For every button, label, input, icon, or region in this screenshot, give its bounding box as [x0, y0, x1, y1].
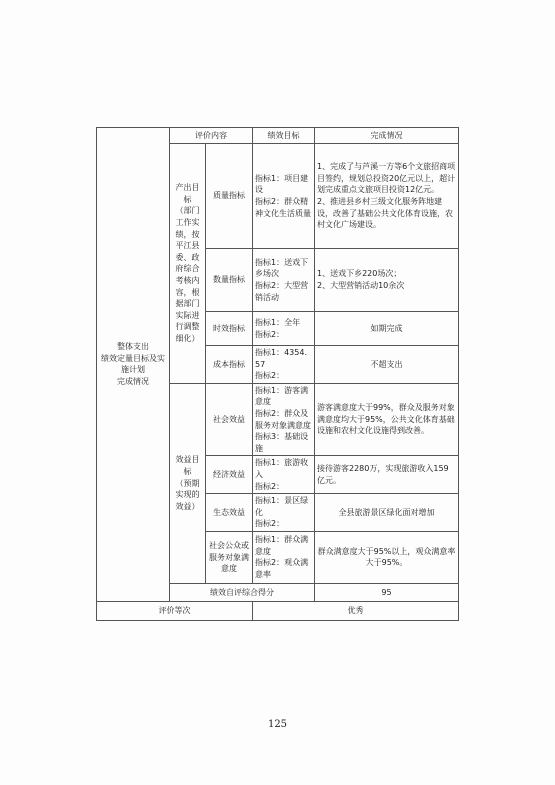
target-cell: 指标1：4354.57 指标2： — [253, 346, 315, 384]
indicator-cell: 社会效益 — [206, 383, 253, 456]
completion-cell: 全县旅游景区绿化面对增加 — [315, 494, 459, 532]
header-eval-content: 评价内容 — [170, 128, 253, 144]
indicator-cell: 质量指标 — [206, 144, 253, 249]
target-cell: 指标1：全年 指标2： — [253, 312, 315, 346]
table-header-row — [97, 128, 459, 144]
effect-group-label: 效益目标 （预期实现的效益） — [175, 455, 200, 511]
indicator-cell: 数量指标 — [206, 249, 253, 312]
output-group-label: 产出目标 （部门工作实绩，按平江县委、政府综合考核内容，根据部门实际进行调整细化） — [175, 183, 200, 343]
header-completion: 完成情况 — [315, 128, 459, 144]
overall-label-cell — [97, 128, 170, 602]
score-value: 95 — [315, 583, 459, 601]
indicator-cell: 生态效益 — [206, 494, 253, 532]
completion-cell: 接待游客2280万，实现旅游收入159亿元。 — [315, 456, 459, 494]
score-label: 绩效自评综合得分 — [170, 583, 315, 601]
grade-row — [97, 601, 459, 620]
indicator-cell: 经济效益 — [206, 456, 253, 494]
indicator-cell: 社会公众或服务对象满意度 — [206, 531, 253, 583]
completion-cell: 游客满意度大于99%，群众及服务对象满意度均大于95%，公共文化体育基础设施和农村文化设施得到改善。 — [315, 383, 459, 456]
target-cell: 指标1：群众满意度 指标2：观众满意率 — [253, 531, 315, 583]
target-cell: 指标1：送戏下乡场次 指标2：大型营销活动 — [253, 249, 315, 312]
completion-cell: 群众满意度大于95%以上，观众满意率大于95%。 — [315, 531, 459, 583]
output-group-cell — [170, 144, 206, 384]
completion-cell: 1、完成了与芦溪一方等6个文旅招商项目签约，规划总投资20亿元以上，超计划完成重点文旅项目投资12亿元。 2、推进县乡村三级文化服务阵地建设，改善了基础公共文化体育设施，农村文化广场建设。 — [315, 144, 459, 249]
header-target: 绩效目标 — [253, 128, 315, 144]
completion-cell: 不超支出 — [315, 346, 459, 384]
overall-label: 整体支出 绩效定量目标及实施计划 完成情况 — [101, 342, 165, 387]
target-cell: 指标1：景区绿化 指标2： — [253, 494, 315, 532]
page-number: 125 — [267, 719, 288, 730]
indicator-cell: 成本指标 — [206, 346, 253, 384]
target-cell: 指标1：项目建设 指标2：群众精神文化生活质量 — [253, 144, 315, 249]
target-cell: 指标1：旅游收入 指标2： — [253, 456, 315, 494]
completion-cell: 如期完成 — [315, 312, 459, 346]
indicator-cell: 时效指标 — [206, 312, 253, 346]
grade-label: 评价等次 — [97, 601, 253, 620]
target-cell: 指标1：游客满意度 指标2：群众及服务对象满意度 指标3：基础设施 — [253, 383, 315, 456]
grade-value: 优秀 — [253, 601, 459, 620]
effect-group-cell — [170, 383, 206, 583]
performance-evaluation-table — [96, 127, 459, 621]
completion-cell: 1、送戏下乡220场次； 2、大型营销活动10余次 — [315, 249, 459, 312]
